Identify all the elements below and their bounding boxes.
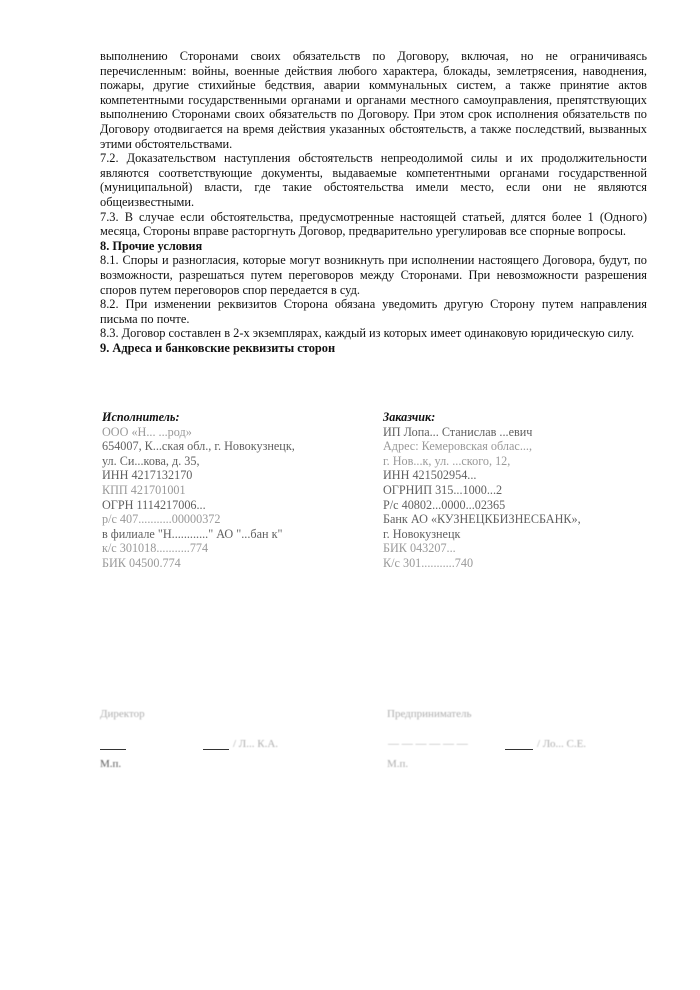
executor-line: ул. Си...кова, д. 35, [102, 453, 200, 468]
customer-name: / Ло... С.Е. [537, 738, 587, 750]
document-body [100, 49, 647, 355]
executor-name: / Л... К.А. [233, 738, 279, 750]
clause-8-3: 8.3. Договор составлен в 2-х экземплярах, каждый из которых имеет одинаковую юридическую силу. [100, 326, 635, 341]
executor-line: ИНН 4217132170 [102, 468, 193, 483]
executor-line: 654007, К...ская обл., г. Новокузнецк, [102, 439, 295, 454]
customer-line: Адрес: Кемеровская облас..., [383, 439, 533, 454]
executor-role: Директор [100, 708, 145, 720]
customer-line: К/с 301...........740 [383, 555, 474, 570]
customer-line: ИНН 421502954... [383, 468, 477, 483]
customer-line: г. Нов...к, ул. ...ского, 12, [383, 453, 511, 468]
clause-8-2: 8.2. При изменении реквизитов Сторона обязана уведомить другую Сторону путем направления письма по почте. [100, 297, 647, 326]
customer-line: Р/с 40802...0000...02365 [383, 497, 506, 512]
force-majeure-continuation: выполнению Сторонами своих обязательств по Договору, включая, но не ограничиваясь перечисленным: войны, военные действия любого характера, блокады, землетрясения, наводнения, пожары, другие стихийные бедствия, аварии коммунальных систем, а также принятие актов компетентными государственными органами и органами местного самоуправления, препятствующих выполнению Сторонами своих обязательств по Договору. При этом срок исполнения обязательств по Договору отодвигается на время действия указанных обстоятельств, а также последствий, вызванных этими обстоятельствами. [100, 49, 647, 151]
customer-role: Предприниматель [387, 708, 472, 720]
customer-title: Заказчик: [383, 410, 436, 424]
executor-requisites [102, 410, 372, 571]
customer-name-line [505, 749, 533, 750]
section-8-heading: 8. Прочие условия [100, 238, 203, 253]
executor-title: Исполнитель: [102, 410, 180, 424]
executor-line: р/с 407...........00000372 [102, 512, 221, 527]
clause-8-1: 8.1. Споры и разногласия, которые могут возникнуть при исполнении настоящего Договора, будут, по возможности, разрешаться путем переговоров между Сторонами. При невозможности разрешения споров путем переговоров спор передается в суд. [100, 253, 647, 297]
executor-line: БИК 04500.774 [102, 555, 181, 570]
customer-signature-placeholder: — — — — — — [388, 738, 468, 750]
customer-line: г. Новокузнецк [383, 526, 461, 541]
executor-signature-line [100, 749, 126, 750]
customer-line: БИК 043207... [383, 541, 456, 556]
executor-line: в филиале "Н............" АО "...бан к" [102, 526, 283, 541]
clause-7-2: 7.2. Доказательством наступления обстоятельств непреодолимой силы и их продолжительности являются соответствующие документы, выдаваемые компетентными органами государственной (муниципальной) власти, где такие обстоятельства имели место, если они не являются общеизвестными. [100, 151, 647, 209]
executor-name-line [203, 749, 229, 750]
customer-line: Банк АО «КУЗНЕЦКБИЗНЕСБАНК», [383, 512, 581, 527]
executor-line: ОГРН 1114217006... [102, 497, 206, 512]
customer-line: ИП Лопа... Станислав ...евич [383, 424, 533, 439]
customer-stamp-label: М.п. [387, 758, 409, 770]
section-9-heading: 9. Адреса и банковские реквизиты сторон [100, 340, 336, 355]
executor-line: к/с 301018...........774 [102, 541, 209, 556]
executor-line: ООО «Н... ...род» [102, 424, 192, 439]
executor-stamp-label: М.п. [100, 758, 122, 770]
clause-7-3: 7.3. В случае если обстоятельства, предусмотренные настоящей статьей, длятся более 1 (Одного) месяца, Стороны вправе расторгнуть Договор, предварительно урегулировав все спорные вопросы. [100, 209, 647, 239]
customer-requisites [383, 410, 653, 571]
customer-line: ОГРНИП 315...1000...2 [383, 482, 503, 497]
executor-line: КПП 421701001 [102, 482, 186, 497]
